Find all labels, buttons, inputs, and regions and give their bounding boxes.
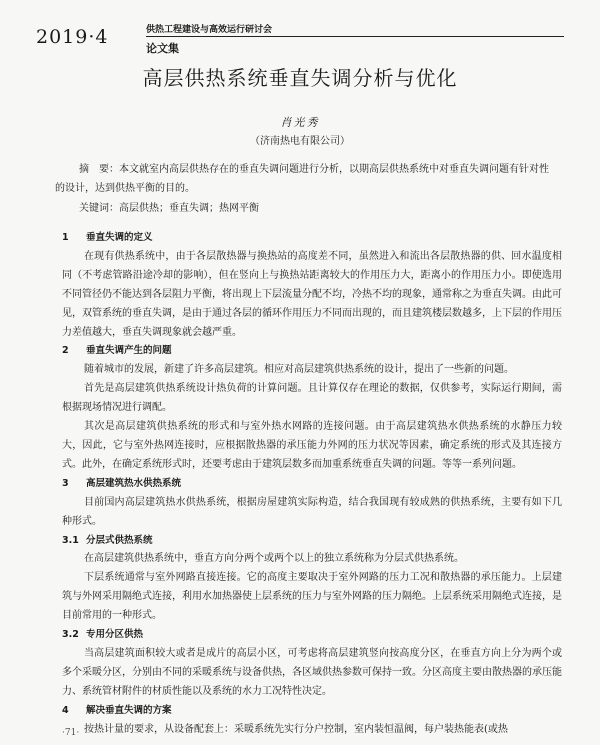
section-heading: 2 垂直失调产生的问题 [62,345,172,357]
subsection-heading: 3.1 分层式供热系统 [62,534,153,546]
section-heading: 3 高层建筑热水供热系统 [62,477,182,489]
author: 肖光秀 [280,116,320,129]
paragraph: 下层系统通常与室外网路直接连接。它的高度主要取决于室外网路的压力工况和散热器的承压能力。上层建筑与外网采用隔绝式连接，利用水加热器使上层系统的压力与室外网路的压力隔绝。上层系统采用隔绝式连接，是目前常用的一种形式。 [62,572,562,622]
paragraph: 随着城市的发展，新建了许多高层建筑。相应对高层建筑供热系统的设计，提出了一些新的问题。 [84,364,514,376]
section-heading: 4 解决垂直失调的方案 [62,704,172,716]
paragraph: 目前国内高层建筑热水供热系统，根据房屋建筑实际构造，结合我国现有较成熟的供热系统，主要有如下几种形式。 [62,496,562,527]
paragraph: 按热计量的要求，从设备配套上：采暖系统先实行分户控制，室内装恒温阀，每户装热能表(或热 [84,723,508,735]
issue-number: 2019·4 [36,26,109,48]
section-heading: 1 垂直失调的定义 [62,232,153,243]
paper-title: 高层供热系统垂直失调分析与优化 [142,66,458,90]
abstract: 摘 要：本文就室内高层供热存在的垂直失调问题进行分析，以期高层供热系统中对垂直失调问题有针对性的设计，达到供热平衡的目的。 [55,164,549,194]
affiliation: （济南热电有限公司） [250,136,350,147]
subsection-heading: 3.2 专用分区供热 [62,629,144,641]
paragraph: 当高层建筑面积较大或者是成片的高层小区，可考虑将高层建筑竖向按高度分区，在垂直方向上分为两个或多个采暖分区，分别由不同的采暖系统与设备供热，各区域供热参数可保持一致。分区高度主要由散热器的承压能力、系统管材附件的材质性能以及系统的水力工况特性决定。 [62,647,562,697]
paper-body [62,229,562,739]
header-rule [146,36,564,37]
paragraph: 其次是高层建筑供热系统的形式和与室外热水网路的连接问题。由于高层建筑热水供热系统的水静压力较大，因此，它与室外热网连接时，应根据散热器的承压能力外网的压力状况等因素，确定系统的形式及其连接方式。此外，在确定系统形式时，还要考虑由于建筑层数多而加重系统垂直失调的问题。等等一系列问题。 [62,421,562,470]
section-label: 论文集 [146,42,179,55]
keywords: 关键词：高层供热；垂直失调；热网平衡 [79,203,259,214]
paragraph: 在高层建筑供热系统中，垂直方向分两个或两个以上的独立系统称为分层式供热系统。 [84,553,464,565]
conference-name: 供热工程建设与高效运行研讨会 [146,25,273,35]
paragraph: 首先是高层建筑供热系统设计热负荷的计算问题。且计算仅存在理论的数据，仅供参考，实际运行期间，需根据现场情况进行调配。 [62,383,562,414]
paragraph: 在现有供热系统中，由于各层散热器与换热站的高度差不同，虽然进入和流出各层散热器的供、回水温度相同（不考虑管路沿途冷却的影响），但在竖向上与换热站距离较大的作用压力大，距离小的作用压力小。即使选用不同管径仍不能达到各层阻力平衡，将出现上下层流量分配不均，冷热不均的现象，通常称之为垂直失调。由此可见，双管系统的垂直失调，是由于通过各层的循环作用压力不同而出现的，而且建筑楼层数越多，上下层的作用压力差值越大，垂直失调现象就会越严重。 [62,250,562,338]
page-number: ·71· [62,728,80,738]
